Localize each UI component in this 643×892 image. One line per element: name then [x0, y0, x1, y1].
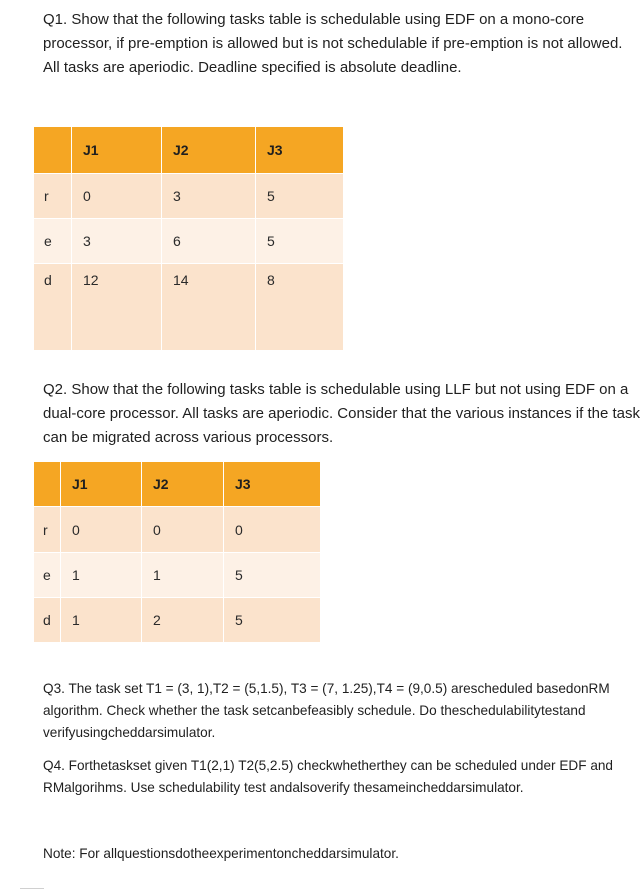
row-label: e — [34, 553, 61, 598]
question-1: Q1. Show that the following tasks table is schedulable using EDF on a mono-core processor, if pre-emption is allowed but is not schedulable if pre-emption is not allowed. All tasks are aperiodic. Deadline specified is absolute deadline. — [43, 11, 623, 76]
cell-value: 1 — [61, 598, 142, 643]
cell-value: 2 — [142, 598, 224, 643]
table-header-row — [34, 462, 321, 507]
note-text: Note: For allquestionsdotheexperimentoncheddarsimulator. — [43, 846, 399, 861]
cell-value: 0 — [224, 507, 321, 553]
cell-value: 0 — [72, 174, 162, 219]
table-row — [34, 598, 321, 643]
header-j2: J2 — [162, 127, 256, 174]
header-j3: J3 — [224, 462, 321, 507]
table-row — [34, 507, 321, 553]
question-4: Q4. Forthetaskset given T1(2,1) T2(5,2.5) checkwhetherthey can be scheduled under EDF and RMalgorihms. Use schedulability test andalsoverify thesameincheddarsimulator. — [43, 758, 613, 795]
row-label: d — [34, 598, 61, 643]
cell-value: 0 — [61, 507, 142, 553]
table-row — [34, 174, 344, 219]
header-j3: J3 — [256, 127, 344, 174]
cell-value: 0 — [142, 507, 224, 553]
page-edge-divider — [20, 888, 44, 889]
cell-value: 5 — [224, 553, 321, 598]
task-table-1 — [33, 126, 344, 351]
table-row — [34, 553, 321, 598]
cell-value: 3 — [162, 174, 256, 219]
header-j2: J2 — [142, 462, 224, 507]
row-label: r — [34, 507, 61, 553]
row-label: r — [34, 174, 72, 219]
cell-value: 5 — [256, 219, 344, 264]
header-j1: J1 — [61, 462, 142, 507]
cell-value: 8 — [256, 264, 344, 351]
cell-value: 3 — [72, 219, 162, 264]
question-2: Q2. Show that the following tasks table is schedulable using LLF but not using EDF on a dual-core processor. All tasks are aperiodic. Consider that the various instances if the task can be migrated across various processors. — [43, 381, 640, 446]
row-label: d — [34, 264, 72, 351]
task-table-2 — [33, 461, 321, 643]
cell-value: 5 — [256, 174, 344, 219]
row-label: e — [34, 219, 72, 264]
table-row — [34, 264, 344, 351]
cell-value: 14 — [162, 264, 256, 351]
table-row — [34, 219, 344, 264]
cell-value: 12 — [72, 264, 162, 351]
header-blank-cell — [34, 127, 72, 174]
header-blank-cell — [34, 462, 61, 507]
cell-value: 5 — [224, 598, 321, 643]
cell-value: 6 — [162, 219, 256, 264]
table-header-row — [34, 127, 344, 174]
question-3: Q3. The task set T1 = (3, 1),T2 = (5,1.5), T3 = (7, 1.25),T4 = (9,0.5) arescheduled basedonRM algorithm. Check whether the task setcanbefeasibly schedule. Do theschedulabilitytestand verifyusingcheddarsimulator. — [43, 681, 610, 740]
cell-value: 1 — [142, 553, 224, 598]
cell-value: 1 — [61, 553, 142, 598]
header-j1: J1 — [72, 127, 162, 174]
